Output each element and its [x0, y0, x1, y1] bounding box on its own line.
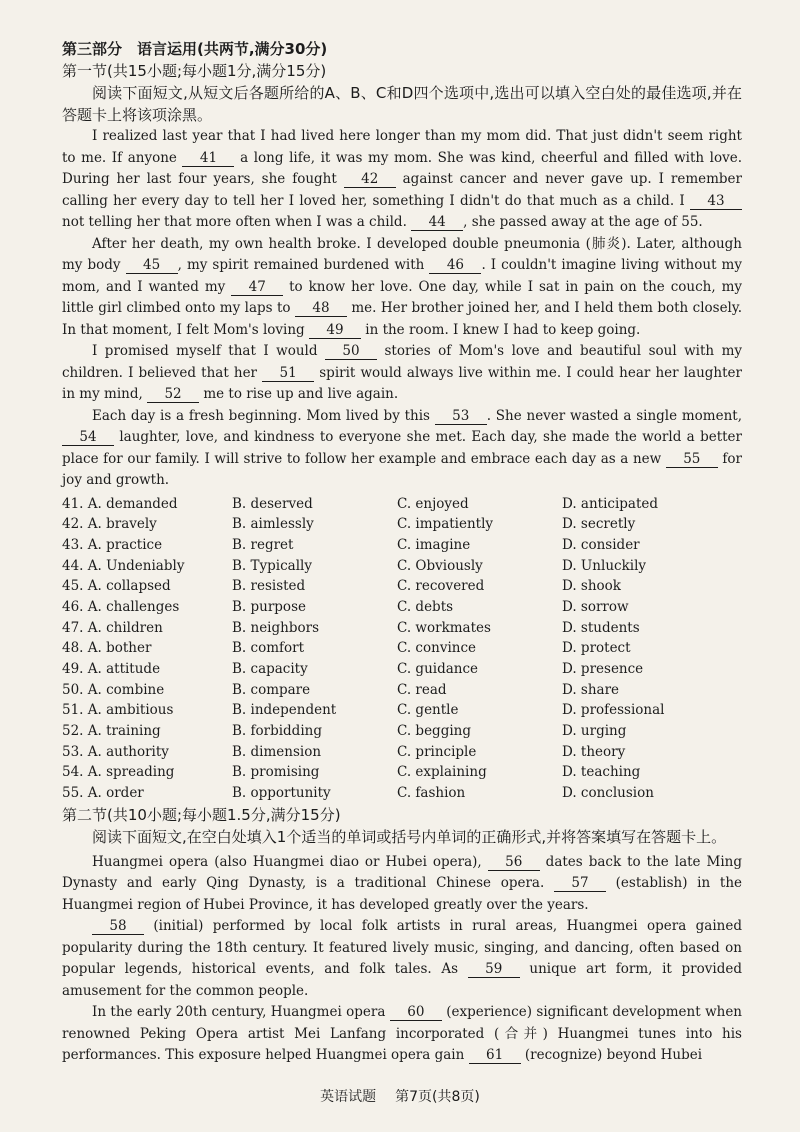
option-c: C. Obviously: [397, 557, 483, 574]
section2-title: 第二节(共10小题;每小题1.5分,满分15分): [62, 805, 341, 824]
option-d: D. urging: [562, 723, 627, 740]
part-title: 第三部分 语言运用(共两节,满分30分): [62, 40, 328, 58]
section2-instruction: 阅读下面短文,在空白处填入1个适当的单词或括号内单词的正确形式,并将答案填写在答题卡上。: [92, 827, 727, 846]
option-c: C. begging: [397, 723, 471, 740]
option-d: D. teaching: [562, 764, 641, 781]
passage-text: a long life, it was my mom. She was kind, cheerful and filled with love. During her last four years, she fought: [62, 149, 742, 187]
blank-58: 58: [92, 918, 144, 935]
option-row: [62, 680, 742, 701]
option-b: B. forbidding: [232, 723, 322, 740]
option-c: C. explaining: [397, 764, 487, 781]
passage-text: I realized last year that I had lived here longer than my mom did. That just didn't seem right to me. If anyone: [62, 128, 742, 166]
option-d: D. Unluckily: [562, 557, 647, 574]
blank-60: 60: [390, 1004, 442, 1021]
passage-text: to know her love. One day, while I sat in pain on the couch, my little girl climbed onto my laps to: [62, 278, 742, 316]
passage-text: spirit would always live within me. I could hear her laughter in my mind,: [62, 364, 742, 402]
option-a: 49. A. attitude: [62, 661, 161, 677]
blank-44: 44: [411, 214, 463, 231]
passage-text: , my spirit remained burdened with: [177, 257, 430, 273]
option-row: [62, 721, 742, 742]
option-a: 55. A. order: [62, 785, 144, 802]
option-b: B. opportunity: [232, 785, 331, 802]
option-a: 53. A. authority: [62, 743, 169, 760]
option-row: [62, 514, 742, 535]
section1-title: 第一节(共15小题;每小题1分,满分15分): [62, 62, 327, 80]
option-row: [62, 700, 742, 721]
blank-59: 59: [468, 961, 520, 978]
blank-43: 43: [690, 193, 742, 210]
passage-text: (recognize) beyond Hubei: [520, 1047, 703, 1064]
option-a: 46. A. challenges: [62, 598, 180, 615]
blank-48: 48: [295, 300, 347, 317]
option-b: B. capacity: [232, 661, 308, 677]
option-row: [62, 762, 742, 783]
blank-61: 61: [469, 1047, 521, 1064]
passage-text: against cancer and never gave up. I remember calling her every day to tell her I loved her, something I didn't do that much as a child. I: [62, 171, 743, 209]
blank-51: 51: [262, 365, 314, 382]
passage-paragraph: [62, 852, 742, 917]
option-d: D. students: [562, 619, 640, 636]
blank-55: 55: [666, 451, 718, 468]
passage-text: (initial) performed by local folk artists in rural areas, Huangmei opera gained popularity during the 18th century. It featured lively music, singing, and dancing, often based on popular legends, historical events, and folk tales. As: [62, 918, 742, 978]
footer-page-number: 第7页(共8页): [395, 1089, 480, 1105]
passage-text: for joy and growth.: [62, 450, 742, 488]
section1-passage: [62, 126, 742, 492]
option-c: C. workmates: [397, 619, 491, 636]
option-a: 45. A. collapsed: [62, 578, 171, 595]
option-b: B. compare: [232, 681, 311, 698]
option-d: D. secretly: [562, 516, 636, 533]
option-d: D. shook: [562, 578, 621, 595]
blank-49: 49: [309, 322, 361, 339]
option-d: D. anticipated: [562, 495, 659, 512]
blank-54: 54: [62, 429, 114, 446]
option-row: [62, 638, 742, 659]
section2-passage: [62, 852, 742, 1067]
page-footer: [0, 1086, 800, 1106]
passage-text: unique art form, it provided amusement for the common people.: [62, 961, 742, 999]
blank-56: 56: [488, 854, 540, 871]
passage-text: In the early 20th century, Huangmei opera: [92, 1004, 390, 1021]
passage-text: After her death, my own health broke. I developed double pneumonia (肺炎). Later, although my body: [62, 235, 742, 273]
option-c: C. guidance: [397, 661, 479, 677]
blank-41: 41: [182, 150, 234, 167]
option-a: 41. A. demanded: [62, 495, 178, 512]
option-a: 44. A. Undeniably: [62, 557, 185, 574]
option-d: D. consider: [562, 536, 640, 553]
option-d: D. professional: [562, 702, 665, 719]
passage-paragraph: [62, 234, 742, 342]
passage-paragraph: [62, 916, 742, 1002]
exam-content: [62, 38, 742, 1067]
option-a: 42. A. bravely: [62, 516, 157, 533]
option-b: B. aimlessly: [232, 516, 314, 533]
option-d: D. presence: [562, 661, 644, 677]
option-c: C. imagine: [397, 536, 471, 553]
passage-text: . I couldn't imagine living without my mom, and I wanted my: [62, 257, 742, 295]
passage-text: laughter, love, and kindness to everyone she met. Each day, she made the world a better place for our family. I will strive to follow her example and embrace each day as a new: [62, 429, 742, 467]
option-b: B. dimension: [232, 743, 322, 760]
passage-text: in the room. I knew I had to keep going.: [360, 321, 641, 338]
option-row: [62, 597, 742, 618]
option-row: [62, 494, 742, 515]
option-b: B. Typically: [232, 557, 312, 574]
option-c: C. enjoyed: [397, 495, 469, 512]
option-a: 43. A. practice: [62, 536, 163, 553]
option-c: C. debts: [397, 598, 454, 615]
passage-text: , she passed away at the age of 55.: [463, 214, 703, 230]
option-a: 54. A. spreading: [62, 764, 175, 781]
option-d: D. protect: [562, 640, 631, 657]
passage-text: not telling her that more often when I was a child.: [62, 214, 412, 230]
passage-paragraph: [62, 1002, 742, 1067]
passage-text: dates back to the late Ming Dynasty and early Qing Dynasty, is a traditional Chinese opera.: [62, 853, 742, 892]
option-a: 48. A. bother: [62, 640, 152, 657]
option-row: [62, 576, 742, 597]
option-c: C. read: [397, 681, 447, 698]
option-b: B. resisted: [232, 578, 306, 595]
option-d: D. share: [562, 681, 620, 698]
option-b: B. independent: [232, 702, 337, 719]
option-d: D. conclusion: [562, 785, 654, 802]
option-row: [62, 556, 742, 577]
blank-50: 50: [325, 343, 377, 360]
option-c: C. gentle: [397, 702, 459, 719]
blank-42: 42: [344, 171, 396, 188]
passage-paragraph: [62, 406, 742, 492]
footer-subject: 英语试题: [320, 1089, 377, 1105]
blank-45: 45: [126, 257, 178, 274]
passage-paragraph: [62, 126, 742, 234]
passage-text: (experience) significant development when renowned Peking Opera artist Mei Lanfang incorporated (合并) Huangmei tunes into his performances. This exposure helped Huangmei opera gain: [62, 1004, 743, 1064]
option-c: C. principle: [397, 743, 477, 760]
passage-paragraph: [62, 341, 742, 406]
option-row: [62, 659, 742, 680]
option-row: [62, 742, 742, 763]
passage-text: me to rise up and live again.: [199, 386, 399, 402]
option-b: B. purpose: [232, 598, 306, 615]
option-b: B. neighbors: [232, 619, 319, 636]
section1-options: [62, 494, 742, 804]
blank-53: 53: [435, 408, 487, 425]
passage-text: me. Her brother joined her, and I held them both closely. In that moment, I felt Mom's loving: [62, 300, 743, 338]
option-d: D. theory: [562, 743, 626, 760]
blank-46: 46: [429, 257, 481, 274]
passage-text: stories of Mom's love and beautiful soul with my children. I believed that her: [62, 343, 742, 381]
option-c: C. recovered: [397, 578, 485, 595]
option-c: C. fashion: [397, 785, 466, 802]
option-b: B. regret: [232, 536, 294, 553]
passage-text: . She never wasted a single moment,: [486, 407, 742, 424]
passage-text: I promised myself that I would: [92, 343, 325, 359]
option-b: B. comfort: [232, 640, 304, 657]
option-b: B. deserved: [232, 495, 313, 512]
option-row: [62, 618, 742, 639]
blank-47: 47: [231, 279, 283, 296]
option-row: [62, 783, 742, 804]
option-c: C. convince: [397, 640, 477, 657]
option-c: C. impatiently: [397, 516, 494, 533]
option-d: D. sorrow: [562, 598, 629, 615]
option-a: 47. A. children: [62, 619, 163, 636]
passage-text: Huangmei opera (also Huangmei diao or Hubei opera),: [92, 853, 488, 870]
passage-text: Each day is a fresh beginning. Mom lived by this: [92, 407, 435, 424]
section1-instruction: 阅读下面短文,从短文后各题所给的A、B、C和D四个选项中,选出可以填入空白处的最佳选项,并在答题卡上将该项涂黑。: [62, 84, 742, 124]
option-b: B. promising: [232, 764, 320, 781]
option-a: 51. A. ambitious: [62, 702, 174, 719]
blank-57: 57: [554, 875, 606, 892]
option-row: [62, 535, 742, 556]
passage-text: (establish) in the Huangmei region of Hubei Province, it has developed greatly over the years.: [62, 875, 743, 913]
option-a: 50. A. combine: [62, 681, 165, 698]
option-a: 52. A. training: [62, 723, 161, 740]
blank-52: 52: [147, 386, 199, 403]
